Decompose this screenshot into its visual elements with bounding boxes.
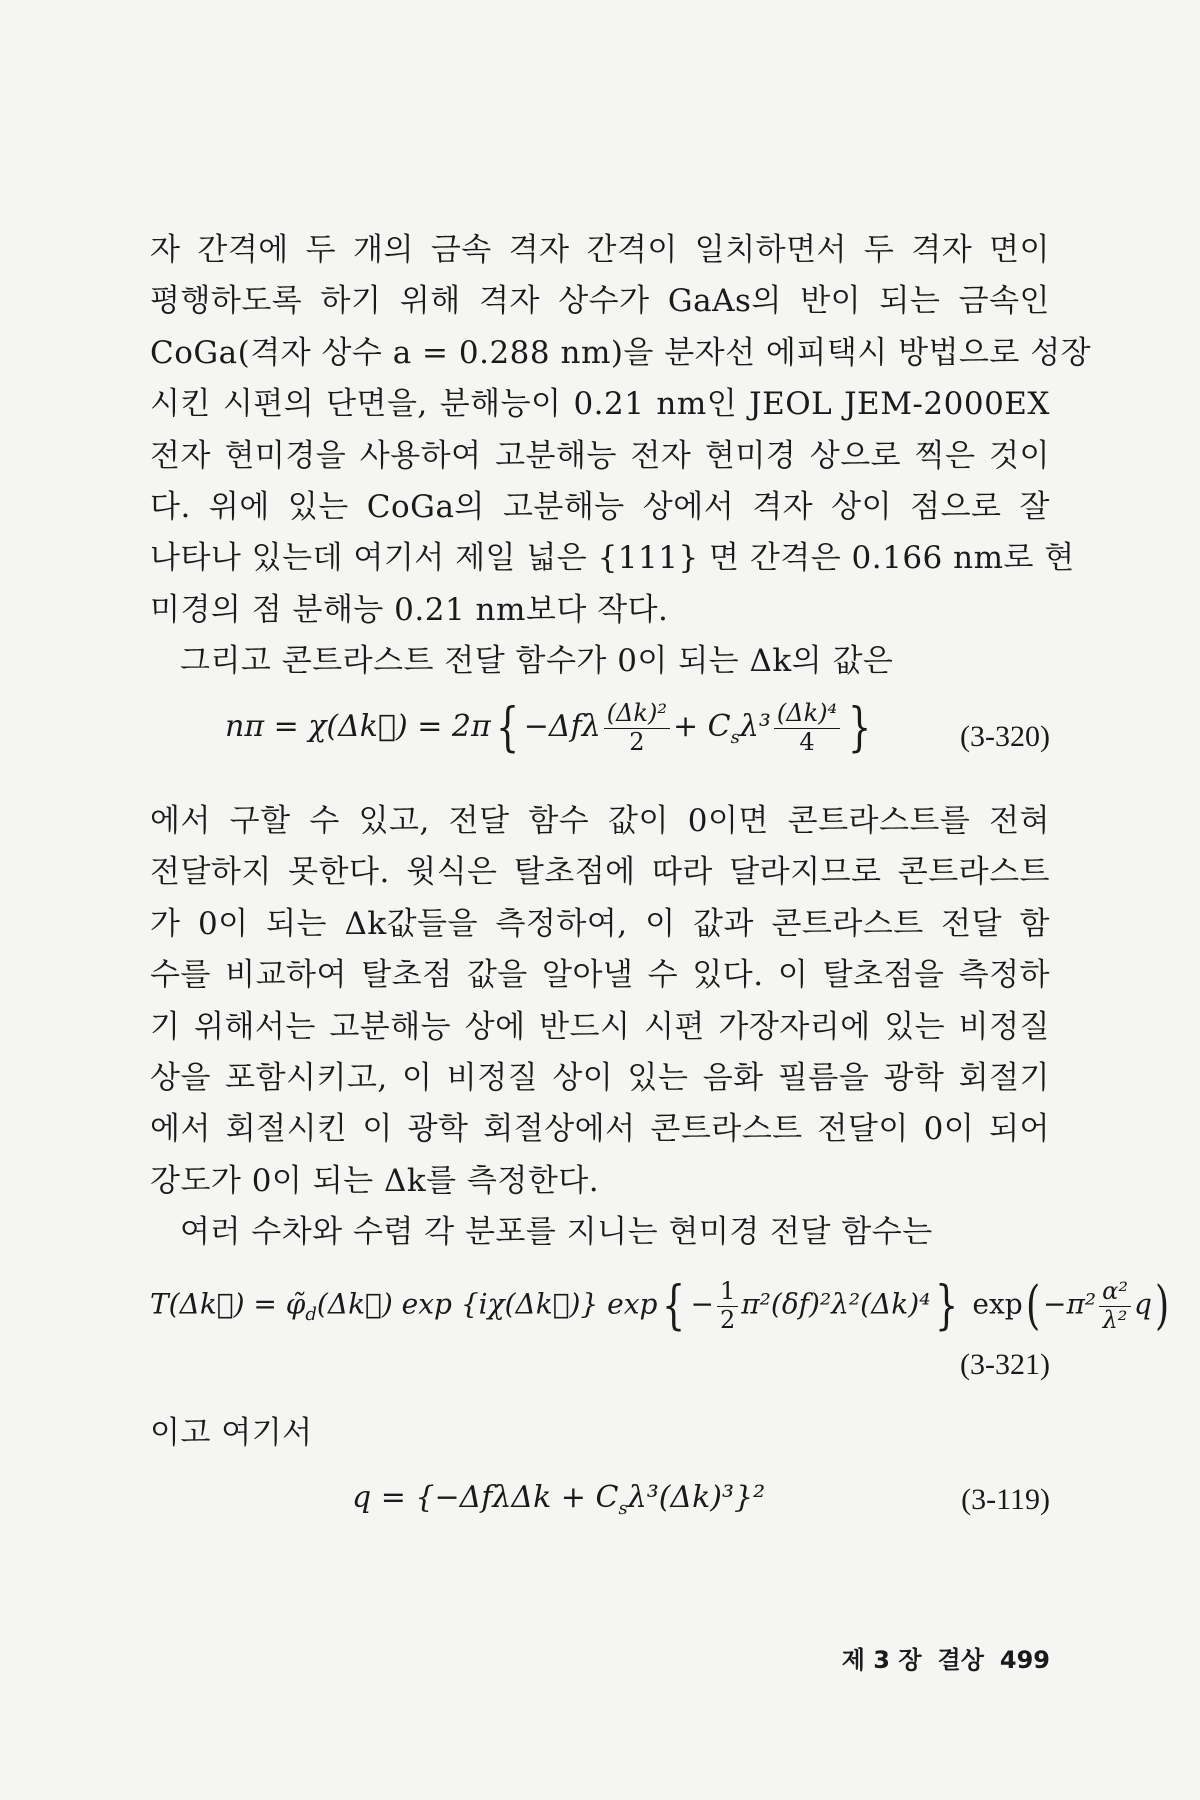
equation-lhs: nπ = χ(Δk⃗) = 2π (225, 709, 491, 745)
text-line: 기 위해서는 고분해능 상에 반드시 시편 가장자리에 있는 비정질 (150, 1008, 1050, 1045)
equation-term: + C (672, 709, 731, 745)
text-line: 에서 구할 수 있고, 전달 함수 값이 0이면 콘트라스트를 전혀 (150, 803, 1050, 839)
subscript: d (305, 1304, 317, 1326)
equation-3-119 (352, 1480, 766, 1519)
text-line: 그리고 콘트라스트 전달 함수가 0이 되는 Δk의 값은 (180, 643, 894, 680)
fraction (1099, 1278, 1131, 1334)
text-line: 여러 수차와 수렴 각 분포를 지니는 현미경 전달 함수는 (180, 1214, 933, 1251)
text-line: 평행하도록 하기 위해 격자 상수가 GaAs의 반이 되는 금속인 (150, 283, 1050, 320)
right-paren: ) (1154, 1276, 1170, 1337)
page-number: 499 (999, 1646, 1050, 1674)
right-brace: } (935, 1276, 959, 1337)
equation-term: (Δk⃗) exp {iχ(Δk⃗)} exp (316, 1287, 658, 1321)
equation-term: q = {−ΔfλΔk + C (352, 1480, 619, 1515)
text-line: 상을 포함시키고, 이 비정질 상이 있는 음화 필름을 광학 회절기 (150, 1060, 1050, 1097)
text-line: 나타나 있는데 여기서 제일 넓은 {111} 면 간격은 0.166 nm로 현 (150, 540, 1075, 577)
equation-number: (3-119) (961, 1483, 1050, 1516)
fraction-denominator: 2 (719, 1305, 736, 1334)
left-paren: ( (1025, 1276, 1040, 1337)
fraction-numerator: (Δk)⁴ (774, 700, 840, 729)
paragraph-3 (150, 1408, 1050, 1459)
equation-term: exp (972, 1287, 1023, 1321)
page-footer (826, 1640, 1050, 1675)
equation-term: q (1133, 1287, 1152, 1321)
fraction (604, 700, 670, 756)
equation-term: −π² (1043, 1287, 1097, 1321)
text-line: 이고 여기서 (150, 1415, 313, 1451)
equation-term: π²(δf)²λ²(Δk)⁴ (741, 1287, 931, 1321)
right-brace: } (848, 698, 872, 759)
fraction-denominator: 2 (629, 727, 645, 756)
equation-number: (3-321) (960, 1348, 1050, 1381)
paragraph-2 (150, 796, 1050, 1259)
subscript: s (730, 727, 740, 749)
equation-lhs: T(Δk⃗) = φ̃ (150, 1287, 306, 1321)
left-brace: { (662, 1276, 686, 1337)
subscript: s (618, 1498, 628, 1519)
text-line: 전달하지 못한다. 윗식은 탈초점에 따라 달라지므로 콘트라스트 (150, 854, 1050, 891)
equation-term: λ³ (739, 709, 771, 745)
chapter-label: 제 3 장 (841, 1646, 922, 1674)
chapter-title: 결상 (937, 1646, 984, 1674)
text-line: 자 간격에 두 개의 금속 격자 간격이 일치하면서 두 격자 면이 (150, 232, 1050, 268)
fraction (717, 1278, 738, 1334)
text-line: 수를 비교하여 탈초점 값을 알아낼 수 있다. 이 탈초점을 측정하 (150, 957, 1050, 994)
text-line: 강도가 0이 되는 Δk를 측정한다. (150, 1162, 600, 1199)
fraction-denominator: λ² (1102, 1305, 1128, 1334)
equation-3-320 (225, 698, 876, 759)
text-line: 가 0이 되는 Δk값들을 측정하여, 이 값과 콘트라스트 전달 함 (150, 905, 1050, 942)
text-line: 에서 회절시킨 이 광학 회절상에서 콘트라스트 전달이 0이 되어 (150, 1111, 1050, 1148)
equation-term: −Δfλ (523, 709, 601, 745)
equation-3-321: T(Δk⃗) = $\varphĩ_d(\Delta k⃗)$ exp {iχ(Δk⃗)} exp{ − $\frac{1}{2}$ π²(δf)²λ²(Δk)⁴} exp( −π² $\frac{\text{α²}}{\text{λ²}}$ q) (150, 1276, 1170, 1337)
equation-number: (3-320) (960, 720, 1050, 753)
fraction-numerator: 1 (717, 1278, 738, 1307)
text-line: CoGa(격자 상수 a = 0.288 nm)을 분자선 에피택시 방법으로 성장 (150, 334, 1092, 371)
text-line: 다. 위에 있는 CoGa의 고분해능 상에서 격자 상이 점으로 잘 (150, 489, 1050, 526)
text-line: 시킨 시편의 단면을, 분해능이 0.21 nm인 JEOL JEM-2000EX (150, 386, 1050, 423)
paragraph-1 (150, 225, 1092, 688)
fraction-numerator: (Δk)² (604, 700, 670, 729)
text-line: 전자 현미경을 사용하여 고분해능 전자 현미경 상으로 찍은 것이 (150, 437, 1050, 474)
equation-term: λ³(Δk)³}² (627, 1480, 766, 1515)
fraction-denominator: 4 (799, 727, 815, 756)
fraction-numerator: α² (1099, 1278, 1131, 1307)
fraction (774, 700, 840, 756)
text-line: 미경의 점 분해능 0.21 nm보다 작다. (150, 591, 669, 628)
left-brace: { (495, 698, 519, 759)
